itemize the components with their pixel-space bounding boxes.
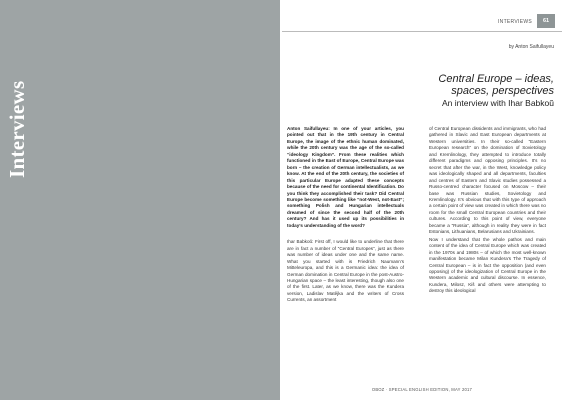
article-title-line-2: spaces, perspectives (451, 85, 554, 97)
running-header-section: INTERVIEWS (497, 19, 532, 25)
answer-paragraph-2: Now I understand that the whole pathos and main content of the idea of Central Europe which was created in the 1970s and 1980s – of which the most well-known manifestation became Milan Kundera’s The Tragedy of Central European – is in fact the opposition (and even opposing) of the ideologization of Central Europe in the Western academic and cultural discourse. In essence, Kundera, Milosz, Kiš and others were attempting to destroy this ideological (429, 236, 546, 294)
text-column-right (429, 126, 546, 296)
interview-answer: Ihar Babkoŭ: First off, I would like to underline that there are in fact a number of “Central Europes”, just as there was number of ideas under one and the same name. What you started with is Friedrich Naumann’s Mitteleuropa, and this is a Germanic idea: the idea of German domination in Central Europe in the post-Austro-Hungarian space – the least interesting, though also one of the first. Later, as we know, there was the Kundera version, Ladislav Matějka and the writers of Cross Currents, an assortment (287, 239, 404, 303)
interview-question: Anton Saifullayeu: In one of your articles, you pointed out that in the 19th century in Central Europe, the image of the ethnic human dominated, while the 20th century was the age of the so-called “ideology Kingdom”. From these realities which functioned in the East of Europe, Central Europe was born – the creation of German intellectualists, as we know. At the end of the 20th century, the societies of this particular Europe adapted these concepts because of the need for continental Identification. Do you think they accomplished their task? Did Central Europe become something like “not-West, not-East”; something Polish and Hungarian intellectuals dreamed of since the second half of the 20th century? And has it used up its possibilities in today’s understanding of the word? (287, 126, 404, 228)
article-page (282, 0, 562, 400)
page-number: 61 (537, 14, 555, 28)
page-footer: ОВОZ · SPECIAL ENGLISH EDITION, MAY 2017 (371, 387, 473, 392)
article-title (314, 73, 554, 97)
section-side-band (0, 0, 280, 400)
article-subtitle: An interview with Ihar Babkoŭ (442, 98, 554, 108)
article-byline: by Anton Saifullayeu (508, 44, 554, 50)
article-title-line-1: Central Europe – ideas, (438, 73, 554, 85)
section-side-label: Interviews (5, 80, 29, 178)
text-column-left (287, 126, 404, 305)
paragraph-gap (287, 230, 404, 239)
answer-paragraph-1: of Central European dissidents and immigrants, who had gathered in Slavic and East European departments at Western universities. In their so-called “Eastern European research” on the domination of Sovietology and Kremlinology, they attempted to introduce totally different paradigms and opposing principles. It’s no secret that after the war, in the West, knowledge policy was ideologically shaped and all departments, faculties and centres of Eastern and Slavic studies possessed a Russo-centred character focused on Moscow – their base was Russian studies, Sovietology and Kremlinology. It’s obvious that with this type of approach a certain point of view was created in which there was no room for the small Central European countries and their cultures. According to this point of view, everyone became a “Russia”, although in reality they were in fact Estonians, Lithuanians, Belarusians and Ukrainians. (429, 126, 546, 235)
header-divider (282, 31, 562, 32)
